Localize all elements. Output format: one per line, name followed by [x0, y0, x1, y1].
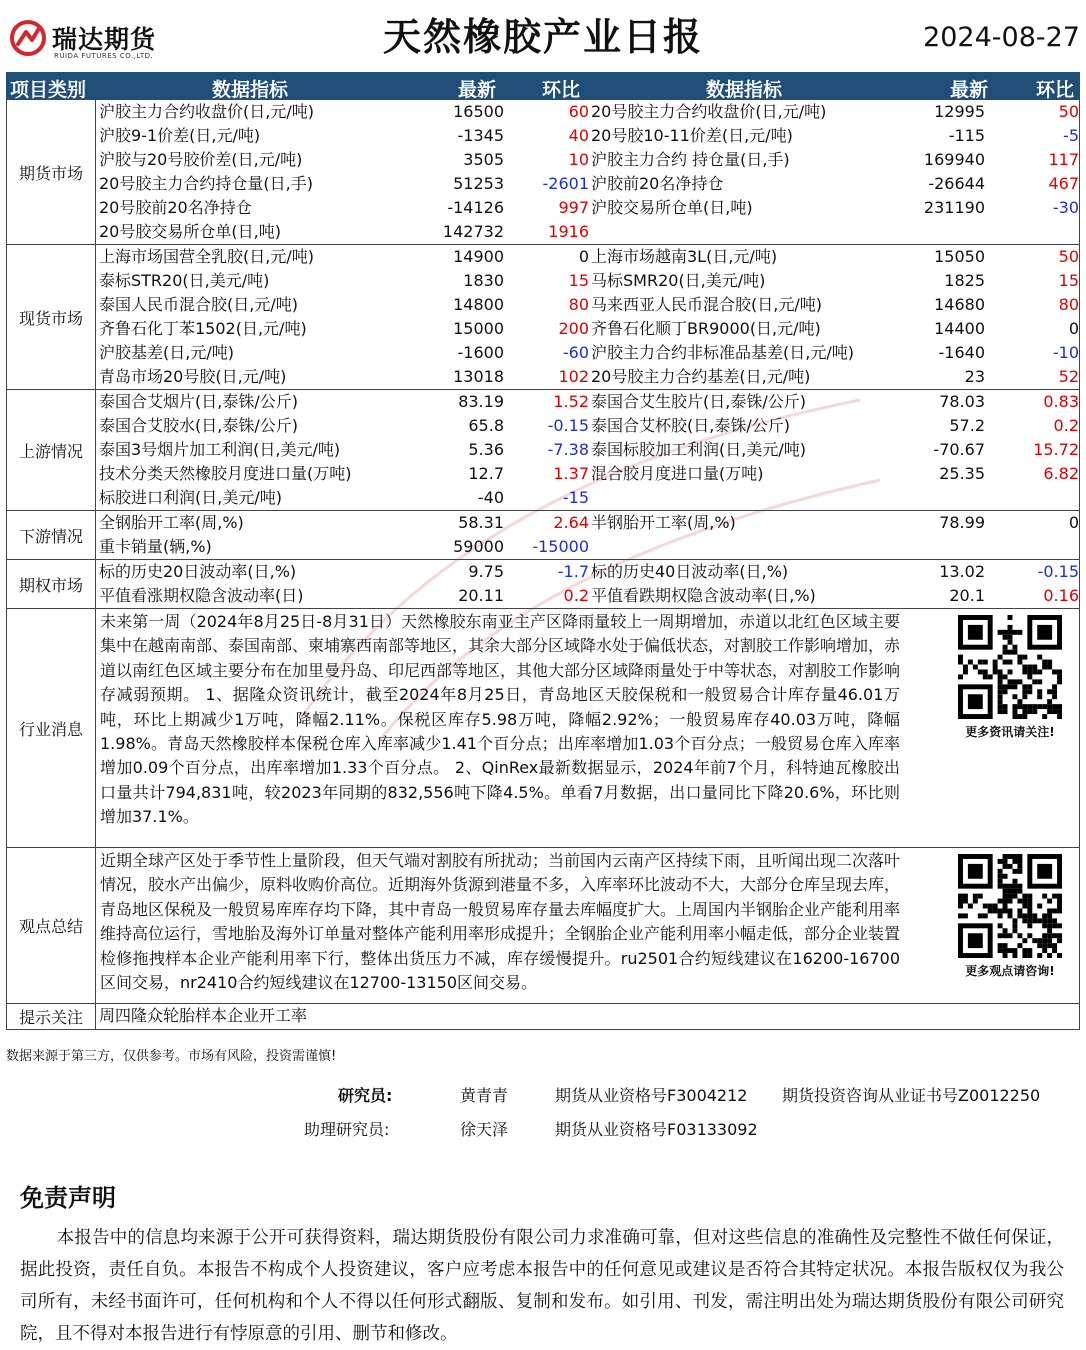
logo-english: RUIDA FUTURES CO.,LTD.	[54, 52, 154, 60]
indicator-name: 全钢胎开工率(周,%)	[99, 513, 244, 532]
table-row	[7, 584, 1079, 608]
header-latest: 最新	[458, 79, 497, 101]
latest-value: 58.31	[458, 513, 504, 532]
table-row	[7, 148, 1079, 172]
indicator-name-2: 20号胶主力合约基差(日,元/吨)	[591, 367, 811, 386]
latest-value: -40	[477, 488, 504, 507]
qr-code-viewpoint	[955, 854, 1065, 979]
indicator-name: 上海市场国营全乳胶(日,元/吨)	[99, 247, 314, 266]
change-value: -7.38	[547, 440, 589, 459]
indicator-name-2: 齐鲁石化顺丁BR9000(日,元/吨)	[591, 319, 821, 338]
latest-value: 20.11	[458, 586, 504, 605]
change-value-2: -30	[1052, 198, 1079, 217]
table-row	[7, 390, 1079, 414]
report-title: 天然橡胶产业日报	[382, 15, 703, 59]
latest-value: 142732	[442, 222, 504, 241]
qr-code-icon	[958, 615, 1062, 719]
indicator-name: 青岛市场20号胶(日,元/吨)	[99, 367, 287, 386]
indicator-name-2: 沪胶前20名净持仓	[591, 174, 724, 193]
table-row	[7, 414, 1079, 438]
latest-value-2: 14680	[934, 295, 985, 314]
qr-caption: 更多资讯请关注!	[965, 725, 1055, 739]
change-value: 15	[568, 271, 589, 290]
table-row	[7, 269, 1079, 293]
assistant-cert: 期货从业资格号F03133092	[555, 1120, 758, 1139]
header-category: 项目类别	[10, 79, 87, 101]
latest-value: 15000	[453, 319, 504, 338]
header-indicator: 数据指标	[212, 79, 289, 101]
header-change-2: 环比	[1036, 79, 1075, 101]
indicator-name-2: 半钢胎开工率(周,%)	[591, 513, 736, 532]
change-value-2: 0	[1068, 319, 1079, 338]
section-label: 行业消息	[7, 609, 96, 847]
table-row	[7, 535, 1079, 559]
researcher-cert: 期货从业资格号F3004212	[555, 1086, 748, 1105]
change-value-2: 15.72	[1033, 440, 1079, 459]
indicator-name-2: 平值看跌期权隐含波动率(日,%)	[591, 586, 816, 605]
source-note: 数据来源于第三方，仅供参考。市场有风险，投资需谨慎!	[6, 1049, 337, 1064]
latest-value: 59000	[453, 537, 504, 556]
table-row	[7, 245, 1079, 269]
change-value-2: -0.15	[1037, 562, 1079, 581]
change-value-2: 0.2	[1053, 416, 1079, 435]
indicator-name: 沪胶9-1价差(日,元/吨)	[99, 126, 261, 145]
latest-value: 3505	[463, 150, 504, 169]
latest-value: 51253	[453, 174, 504, 193]
latest-value: 65.8	[468, 416, 504, 435]
indicator-name-2: 泰国标胶加工利润(日,美元/吨)	[591, 440, 806, 459]
indicator-name: 平值看涨期权隐含波动率(日)	[99, 586, 304, 605]
latest-value-2: 14400	[934, 319, 985, 338]
indicator-name: 泰国人民币混合胶(日,元/吨)	[99, 295, 298, 314]
indicator-name: 泰标STR20(日,美元/吨)	[99, 271, 270, 290]
qr-code-icon	[958, 854, 1062, 958]
latest-value-2: 78.03	[939, 392, 985, 411]
header-latest-2: 最新	[950, 79, 989, 101]
indicator-name: 20号胶交易所仓单(日,吨)	[99, 222, 281, 241]
change-value-2: 0.16	[1043, 586, 1079, 605]
tips-section	[6, 1004, 1080, 1030]
viewpoint-section	[6, 848, 1080, 1004]
table-row	[7, 172, 1079, 196]
researcher-name: 黄青青	[460, 1086, 509, 1105]
table-row	[7, 341, 1079, 365]
latest-value-2: 15050	[934, 247, 985, 266]
change-value-2: 6.82	[1043, 464, 1079, 483]
latest-value: 1830	[463, 271, 504, 290]
change-value: 80	[568, 295, 589, 314]
latest-value-2: -70.67	[933, 440, 985, 459]
researcher-role: 研究员:	[338, 1086, 393, 1105]
table-row	[7, 293, 1079, 317]
latest-value-2: 57.2	[949, 416, 985, 435]
latest-value-2: 1825	[944, 271, 985, 290]
change-value-2: 52	[1058, 367, 1079, 386]
change-value: 1.37	[553, 464, 589, 483]
assistant-name: 徐天泽	[460, 1120, 509, 1139]
disclaimer-text: 本报告中的信息均来源于公开可获得资料，瑞达期货股份有限公司力求准确可靠，但对这些信息的准确性及完整性不做任何保证，据此投资，责任自负。本报告不构成个人投资建议，客户应考虑本报告中的任何意见或建议是否符合其特定状况。本报告版权仅为我公司所有，未经书面许可，任何机构和个人不得以任何形式翻版、复制和发布。如引用、刊发，需注明出处为瑞达期货股份有限公司研究院，且不得对本报告进行有悖原意的引用、删节和修改。	[20, 1228, 1064, 1344]
indicator-name: 沪胶主力合约收盘价(日,元/吨)	[99, 102, 314, 121]
change-value: 997	[558, 198, 589, 217]
indicator-name-2: 标的历史40日波动率(日,%)	[591, 562, 789, 581]
table-row	[7, 438, 1079, 462]
change-value-2: 80	[1058, 295, 1079, 314]
change-value-2: 117	[1048, 150, 1079, 169]
change-value: 1.52	[553, 392, 589, 411]
indicator-name-2: 沪胶主力合约非标准品基差(日,元/吨)	[591, 343, 854, 362]
change-value-2: 0.83	[1043, 392, 1079, 411]
logo-text: 瑞达期货	[52, 25, 157, 54]
tips-text: 周四隆众轮胎样本企业开工率	[99, 1006, 308, 1025]
latest-value-2: 169940	[923, 150, 985, 169]
indicator-name-2: 泰国合艾杯胶(日,泰铢/公斤)	[591, 416, 790, 435]
indicator-name-2: 沪胶交易所仓单(日,吨)	[591, 198, 753, 217]
change-value: 102	[558, 367, 589, 386]
latest-value: -14126	[447, 198, 504, 217]
latest-value: 13018	[453, 367, 504, 386]
report-table	[6, 72, 1080, 1030]
researcher-consult-cert: 期货投资咨询从业证书号Z0012250	[782, 1086, 1041, 1105]
change-value-2: 467	[1048, 174, 1079, 193]
table-row	[7, 100, 1079, 124]
change-value-2: 0	[1068, 513, 1079, 532]
change-value: 0.2	[563, 586, 589, 605]
change-value-2: -10	[1052, 343, 1079, 362]
table-row	[7, 220, 1079, 244]
table-row	[7, 462, 1079, 486]
indicator-name: 标的历史20日波动率(日,%)	[99, 562, 297, 581]
change-value-2: 50	[1058, 247, 1079, 266]
table-header	[6, 72, 1080, 100]
change-value: 2.64	[553, 513, 589, 532]
change-value: -1.7	[557, 562, 589, 581]
section-label: 提示关注	[7, 1004, 96, 1029]
section-0	[6, 100, 1080, 245]
indicator-name: 技术分类天然橡胶月度进口量(万吨)	[99, 464, 352, 483]
table-row	[7, 196, 1079, 220]
change-value: 0	[578, 247, 589, 266]
indicator-name: 沪胶与20号胶价差(日,元/吨)	[99, 150, 303, 169]
table-row	[7, 486, 1079, 510]
indicator-name: 沪胶基差(日,元/吨)	[99, 343, 234, 362]
latest-value-2: 12995	[934, 102, 985, 121]
latest-value: 5.36	[468, 440, 504, 459]
change-value-2: 15	[1058, 271, 1079, 290]
change-value: 10	[568, 150, 589, 169]
section-label: 观点总结	[7, 848, 96, 1003]
latest-value-2: 13.02	[939, 562, 985, 581]
latest-value-2: 78.99	[939, 513, 985, 532]
latest-value: 83.19	[458, 392, 504, 411]
disclaimer-title: 免责声明	[20, 1184, 116, 1212]
data-sections	[6, 100, 1080, 609]
change-value: -15	[562, 488, 589, 507]
assistant-role: 助理研究员:	[304, 1120, 390, 1139]
indicator-name: 泰国合艾烟片(日,泰铢/公斤)	[99, 392, 298, 411]
indicator-name-2: 马标SMR20(日,美元/吨)	[591, 271, 766, 290]
latest-value: 9.75	[468, 562, 504, 581]
indicator-name: 泰国3号烟片加工利润(日,美元/吨)	[99, 440, 341, 459]
latest-value-2: 23	[964, 367, 985, 386]
change-value: -0.15	[547, 416, 589, 435]
indicator-name-2: 沪胶主力合约 持仓量(日,手)	[591, 150, 790, 169]
latest-value: 12.7	[468, 464, 504, 483]
table-row	[7, 511, 1079, 535]
latest-value-2: 20.1	[949, 586, 985, 605]
latest-value: 14800	[453, 295, 504, 314]
change-value: -15000	[532, 537, 589, 556]
indicator-name-2: 20号胶主力合约收盘价(日,元/吨)	[591, 102, 827, 121]
latest-value: -1600	[457, 343, 504, 362]
viewpoint-text: 近期全球产区处于季节性上量阶段，但天气端对割胶有所扰动；当前国内云南产区持续下雨，且听闻出现二次落叶情况，胶水产出偏少，原料收购价高位。近期海外货源到港量不多，入库率环比波动不大，大部分仓库呈现去库，青岛地区保税及一般贸易库库存均下降，其中青岛一般贸易库存量去库幅度扩大。上周国内半钢胎企业产能利用率维持高位运行，雪地胎及海外订单量对整体产能利用率形成提升；全钢胎企业产能利用率小幅走低，部分企业装置检修拖拽样本企业产能利用率下行，整体出货压力不减，库存缓慢提升。ru2501合约短线建议在16200-16700区间交易，nr2410合约短线建议在12700-13150区间交易。	[100, 851, 901, 993]
section-label: 期权市场	[7, 560, 96, 608]
section-label: 上游情况	[7, 390, 96, 510]
indicator-name: 齐鲁石化丁苯1502(日,元/吨)	[99, 319, 307, 338]
industry-news-text: 未来第一周（2024年8月25日-8月31日）天然橡胶东南亚主产区降雨量较上一周期增加，赤道以北红色区域主要集中在越南南部、泰国南部、柬埔寨西南部等地区，其余大部分区域降水处于偏低状态，对割胶工作影响增加，赤道以南红色区域主要分布在加里曼丹岛、印尼西部等地区，其他大部分区域降雨量处于中等状态，对割胶工作影响存减弱预期。 1、据隆众资讯统计，截至2024年8月25日，青岛地区天胶保税和一般贸易合计库存量46.01万吨，环比上期减少1万吨，降幅2.11%。保税区库存5.98万吨，降幅2.92%；一般贸易库存40.03万吨，降幅1.98%。青岛天然橡胶样本保税仓库入库率减少1.41个百分点；出库率增加1.03个百分点；一般贸易仓库入库率增加0.09个百分点，出库率增加1.33个百分点。 2、QinRex最新数据显示，2024年前7个月，科特迪瓦橡胶出口量共计794,831吨，较2023年同期的832,556吨下降4.5%。单看7月数据，出口量同比下降20.6%，环比则增加37.1%。	[100, 612, 901, 827]
change-value: 40	[568, 126, 589, 145]
latest-value-2: 231190	[923, 198, 985, 217]
table-row	[7, 365, 1079, 389]
indicator-name: 20号胶主力合约持仓量(日,手)	[99, 174, 313, 193]
change-value: -2601	[542, 174, 589, 193]
indicator-name-2: 上海市场越南3L(日,元/吨)	[591, 247, 778, 266]
section-1	[6, 245, 1080, 390]
latest-value: 14900	[453, 247, 504, 266]
header-change: 环比	[542, 79, 581, 101]
section-label: 期货市场	[7, 100, 96, 244]
indicator-name-2: 泰国合艾生胶片(日,泰铢/公斤)	[591, 392, 806, 411]
section-3	[6, 511, 1080, 560]
table-row	[7, 124, 1079, 148]
indicator-name: 20号胶前20名净持仓	[99, 198, 252, 217]
qr-caption: 更多观点请咨询!	[965, 964, 1055, 978]
table-row	[7, 317, 1079, 341]
latest-value-2: -1640	[938, 343, 985, 362]
indicator-name-2: 混合胶月度进口量(万吨)	[591, 464, 764, 483]
latest-value: 16500	[453, 102, 504, 121]
section-4	[6, 560, 1080, 609]
indicator-name: 重卡销量(辆,%)	[99, 537, 212, 556]
latest-value: -1345	[457, 126, 504, 145]
qr-code-news	[955, 615, 1065, 740]
indicator-name-2: 20号胶10-11价差(日,元/吨)	[591, 126, 793, 145]
change-value: 1916	[548, 222, 589, 241]
change-value: -60	[562, 343, 589, 362]
industry-news-section	[6, 609, 1080, 848]
latest-value-2: 25.35	[939, 464, 985, 483]
indicator-name-2: 马来西亚人民币混合胶(日,元/吨)	[591, 295, 822, 314]
change-value: 60	[568, 102, 589, 121]
latest-value-2: -26644	[928, 174, 985, 193]
indicator-name: 泰国合艾胶水(日,泰铢/公斤)	[99, 416, 298, 435]
indicator-name: 标胶进口利润(日,美元/吨)	[99, 488, 282, 507]
table-row	[7, 560, 1079, 584]
report-header	[0, 0, 1086, 68]
section-2	[6, 390, 1080, 511]
header-indicator-2: 数据指标	[706, 79, 783, 101]
change-value-2: 50	[1058, 102, 1079, 121]
report-date: 2024-08-27	[923, 22, 1080, 53]
change-value: 200	[558, 319, 589, 338]
section-label: 下游情况	[7, 511, 96, 559]
latest-value-2: -115	[948, 126, 985, 145]
change-value-2: -5	[1063, 126, 1079, 145]
section-label: 现货市场	[7, 245, 96, 389]
